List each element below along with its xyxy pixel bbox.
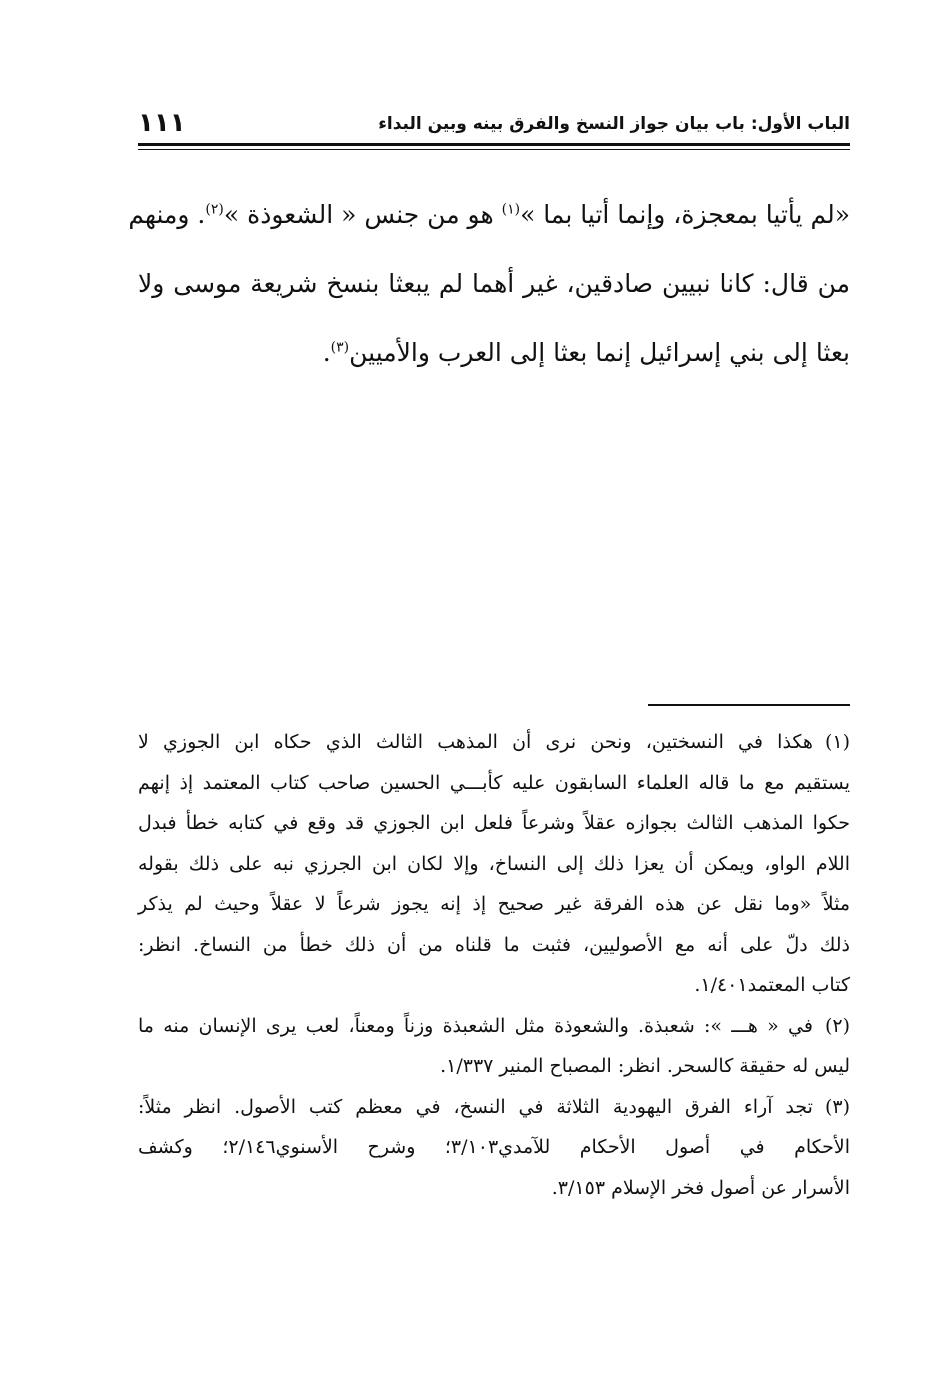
main-line-1: [128, 180, 850, 249]
footnote-2-line-1-text: في « هـــ »: شعبذة. والشعوذة مثل الشعبذة وزناً ومعناً، لعب يرى الإنسان منه ما: [138, 1014, 813, 1037]
footnote-2-line-2: ليس له حقيقة كالسحر. انظر: المصباح المنير ١/٣٣٧.: [440, 1055, 850, 1077]
main-line-1-part3: . ومنهم: [128, 200, 206, 229]
footnote-2-line-1: [138, 1006, 850, 1047]
footnote-3-line-1-text: تجد آراء الفرق اليهودية الثلاثة في النسخ، في معظم كتب الأصول. انظر مثلاً:: [138, 1095, 813, 1118]
footnote-ref-2: (٢): [205, 201, 224, 218]
footnote-1-line-4: اللام الواو، ويمكن أن يعزا ذلك إلى النساخ، وإلا لكان ابن الجرزي نبه على ذلك بقوله: [138, 852, 850, 875]
running-header: [138, 108, 850, 142]
footnote-1-line-7: كتاب المعتمد١/٤٠١.: [694, 974, 850, 996]
footnote-3: [138, 1087, 850, 1209]
footnote-3-line-2: الأحكام في أصول الأحكام للآمدي٣/١٠٣؛ وشرح الأسنوي٢/١٤٦؛ وكشف: [138, 1136, 851, 1158]
footnote-1-line-2: يستقيم مع ما قاله العلماء السابقون عليه كأبـــي الحسين صاحب كتاب المعتمد إذ إنهم: [138, 771, 850, 794]
footnote-ref-3: (٣): [330, 339, 350, 356]
footnote-1-line-3: حكوا المذهب الثالث بجوازه عقلاً وشرعاً فلعل ابن الجوزي قد وقع في كتابه خطأ فبدل: [138, 812, 850, 834]
footnote-2: [138, 1006, 850, 1087]
main-line-1-part1: «لم يأتيا بمعجزة، وإنما أتيا بما »: [520, 200, 850, 229]
footnote-3-number: (٣): [824, 1095, 850, 1118]
footnote-1-line-5: مثلاً «وما نقل عن هذه الفرقة غير صحيح إذ إنه يجوز شرعاً لا عقلاً وحيث لم يذكر: [138, 893, 850, 915]
header-rule-thin: [138, 149, 850, 150]
footnote-2-number: (٢): [824, 1014, 850, 1037]
footnotes: [138, 722, 850, 1208]
footnote-1-line-1-text: هكذا في النسختين، ونحن نرى أن المذهب الثالث الذي حكاه ابن الجوزي لا: [138, 731, 813, 753]
footnote-1-number: (١): [824, 731, 850, 753]
header-rule-thick: [138, 143, 850, 146]
main-line-3-end: .: [322, 338, 331, 367]
main-line-3-text: بعثا إلى بني إسرائيل إنما بعثا إلى العرب والأميين: [349, 338, 850, 367]
footnote-1: [138, 722, 850, 1006]
main-line-3: [138, 318, 850, 387]
main-line-1-part2: هو من جنس « الشعوذة »: [223, 200, 502, 229]
main-line-2: من قال: كانا نبيين صادقين، غير أهما لم يبعثا بنسخ شريعة موسى ولا: [138, 269, 850, 298]
footnote-1-line-6: ذلك دلّ على أنه مع الأصوليين، فثبت ما قلناه من أن ذلك خطأ من النساخ. انظر:: [138, 933, 850, 956]
footnote-separator: [648, 704, 850, 706]
footnote-1-line-1: [138, 722, 850, 763]
footnote-ref-1: (١): [501, 201, 521, 218]
footnote-3-line-3: الأسرار عن أصول فخر الإسلام ٣/١٥٣.: [551, 1176, 850, 1199]
header-title: الباب الأول: باب بيان جواز النسخ والفرق بينه وبين البداء: [378, 114, 850, 134]
main-body: [128, 180, 850, 387]
footnote-3-line-1: [138, 1087, 850, 1128]
page-number: ١١١: [138, 108, 186, 138]
